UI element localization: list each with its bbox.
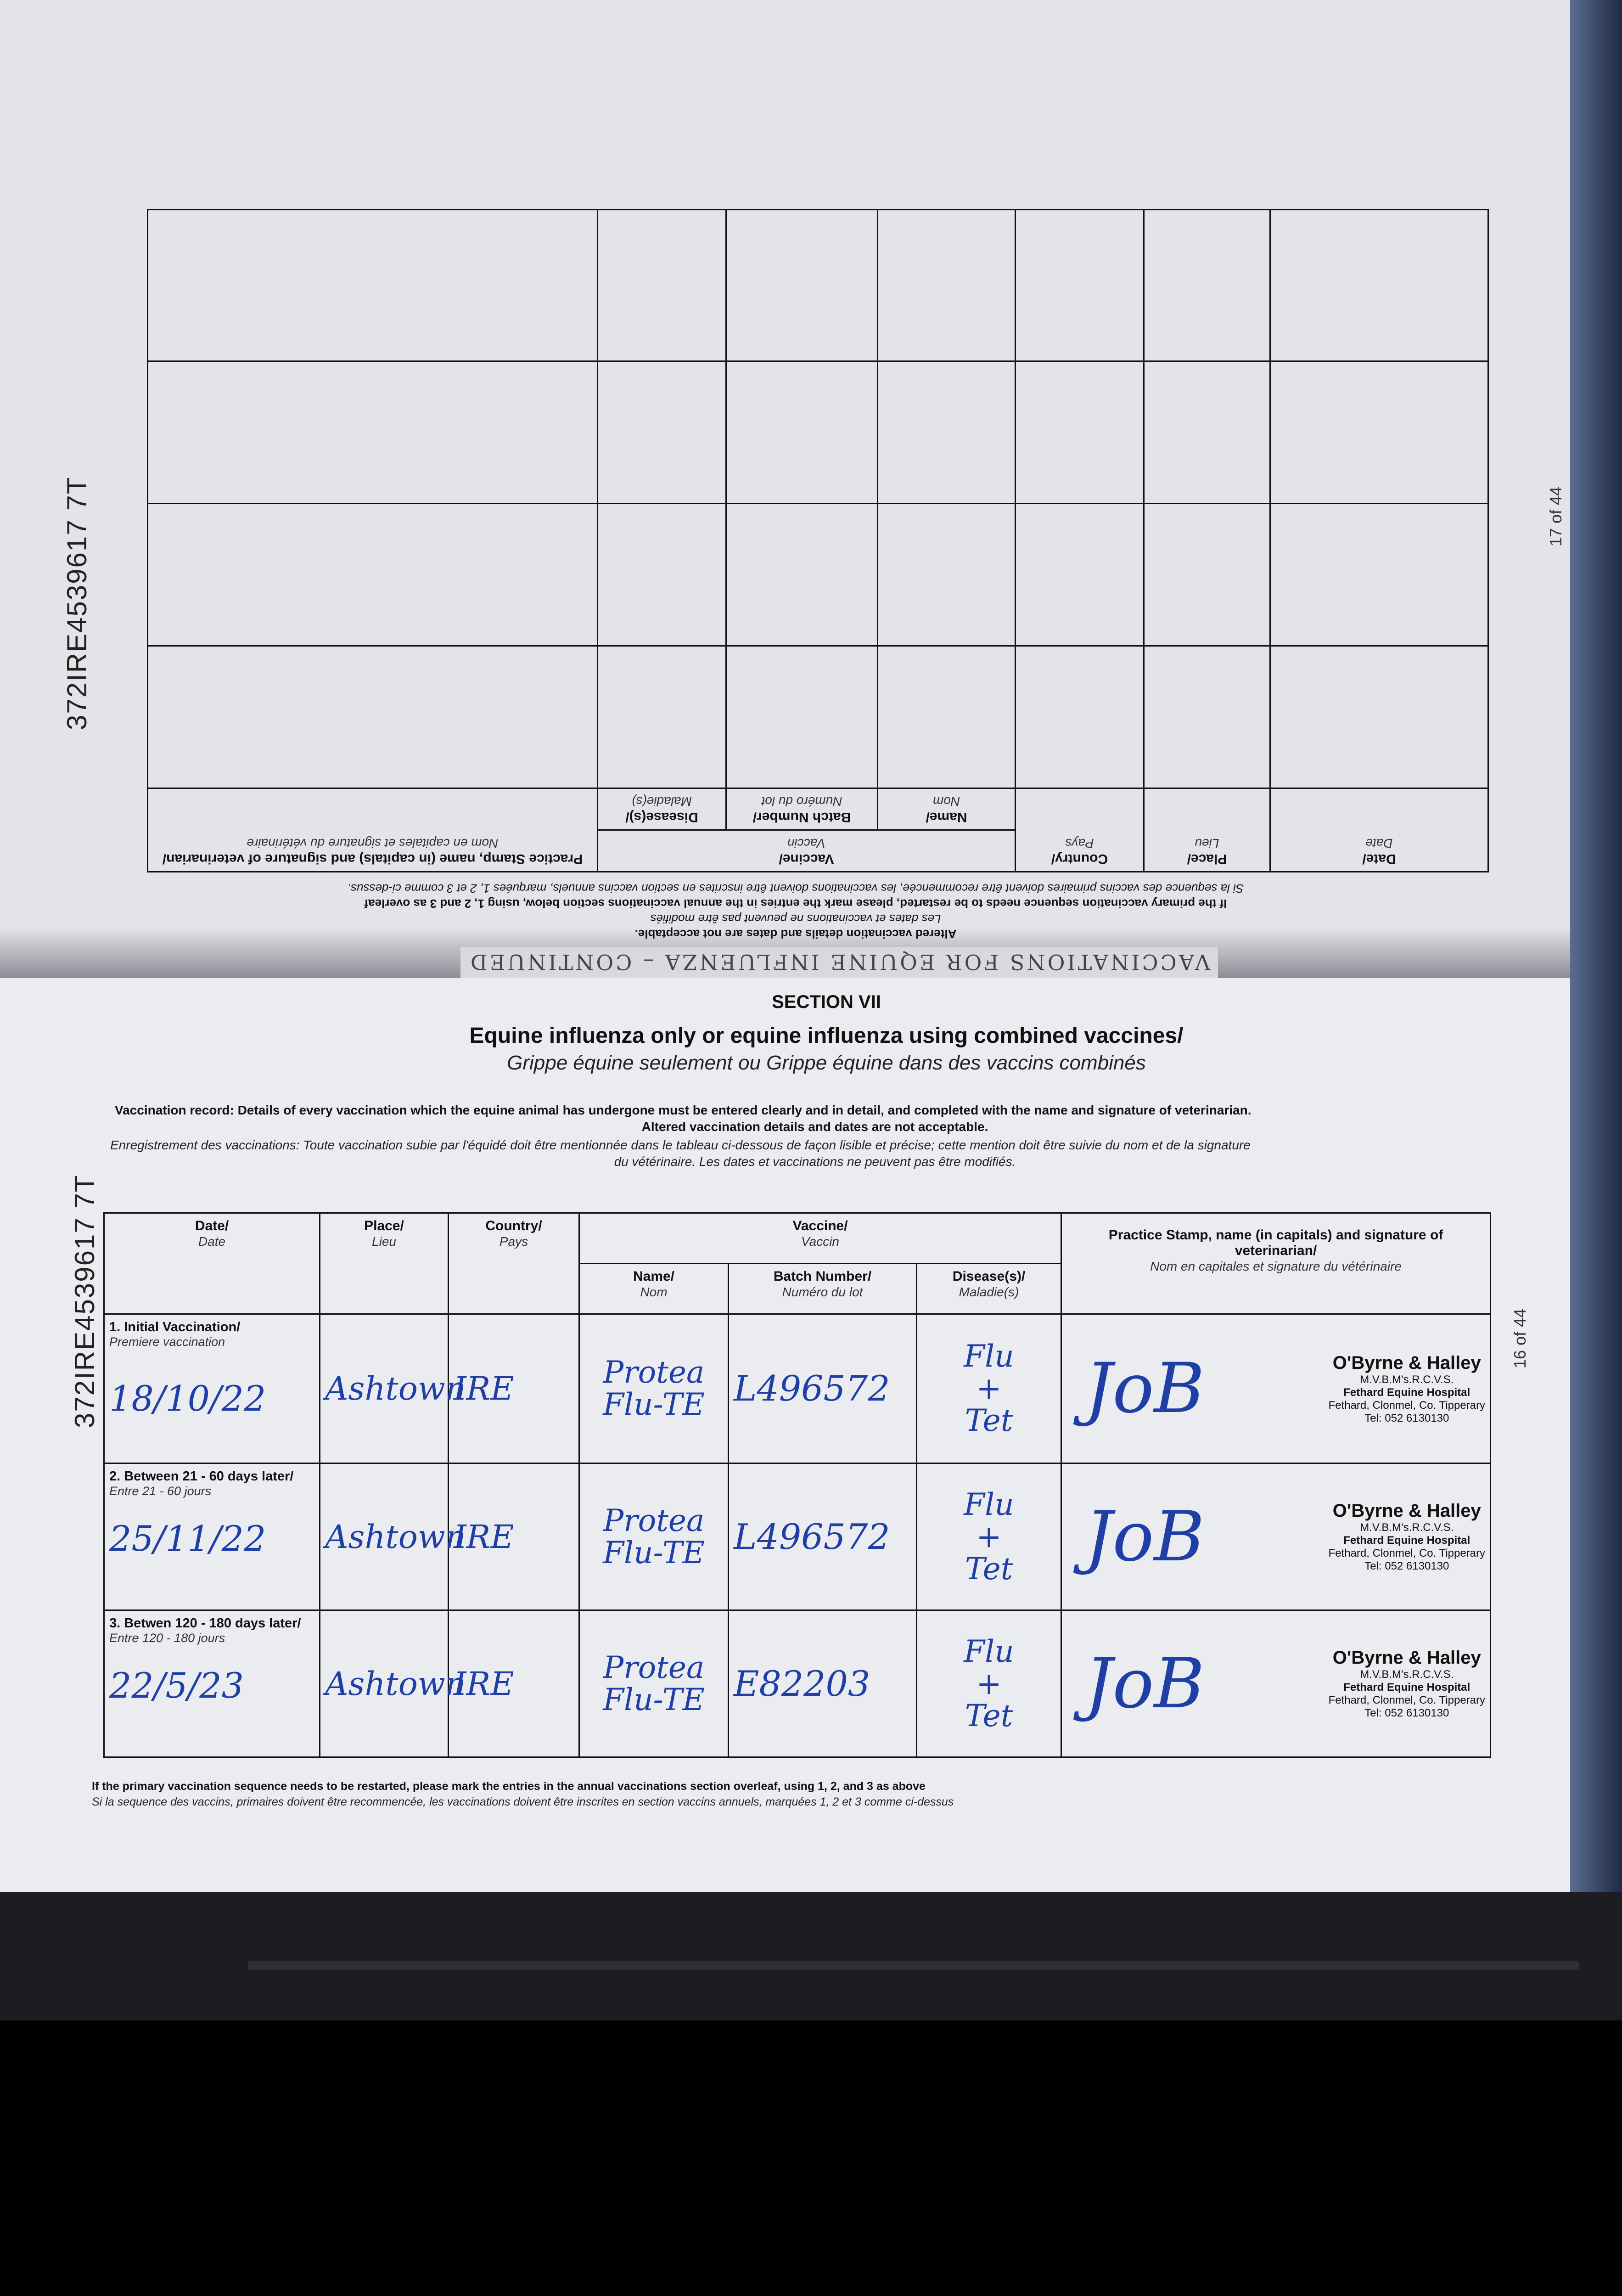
empty-cell: [147, 646, 597, 788]
practice-stamp: O'Byrne & Halley M.V.B.M's.R.C.V.S. Fethard Equine Hospital Fethard, Clonmel, Co. Tipperary Tel: 052 6130130: [1328, 1648, 1486, 1719]
upper-header-disease: Disease(s)/ Maladie(s): [597, 788, 726, 830]
batch-number-cell: E82203: [729, 1610, 917, 1757]
empty-cell: [726, 210, 878, 361]
disease-cell: Flu + Tet: [917, 1314, 1061, 1463]
place-cell: Ashtown: [320, 1610, 449, 1757]
empty-cell: [1270, 504, 1488, 646]
scanner-background: [0, 2020, 1622, 2296]
upper-header-country: Country/ Pays: [1016, 788, 1144, 872]
header-place: Place/ Lieu: [320, 1213, 449, 1314]
disease-cell: Flu + Tet: [917, 1610, 1061, 1757]
restart-note-fr: Si la sequence des vaccins, primaires doivent être recommencée, les vaccinations doivent être inscrites en section vaccins annuels, marquées 1, 2 et 3 comme ci-dessus: [92, 1795, 954, 1808]
empty-cell: [147, 504, 597, 646]
empty-cell: [147, 361, 597, 504]
section-band-upper: VACCINATIONS FOR EQUINE INFLUENZA – CONTINUED: [460, 947, 1218, 979]
date-cell: 1. Initial Vaccination/ Premiere vaccination 18/10/22: [104, 1314, 320, 1463]
section-number: SECTION VII: [772, 992, 881, 1012]
empty-cell: [1270, 646, 1488, 788]
header-country: Country/ Pays: [449, 1213, 579, 1314]
batch-number-cell: L496572: [729, 1314, 917, 1463]
empty-cell: [726, 361, 878, 504]
empty-cell: [1270, 361, 1488, 504]
upper-header-stamp: Practice Stamp, name (in capitals) and signature of veterinarian/ Nom en capitales et signature du vétérinaire: [147, 788, 597, 872]
header-practice-stamp: Practice Stamp, name (in capitals) and signature of veterinarian/ Nom en capitales et signature du vétérinaire: [1061, 1213, 1491, 1314]
place-cell: Ashtown: [320, 1314, 449, 1463]
header-name: Name/ Nom: [579, 1264, 729, 1314]
handwritten-date: 18/10/22: [109, 1378, 266, 1419]
empty-cell: [147, 210, 597, 361]
table-row: [104, 1463, 1491, 1610]
vaccine-name-cell: Protea Flu-TE: [579, 1314, 729, 1463]
upper-page-rotated-content: [0, 0, 1622, 978]
upper-header-vaccine: Vaccine/ Vaccin: [597, 830, 1015, 872]
header-batch: Batch Number/ Numéro du lot: [729, 1264, 917, 1314]
table-row: [104, 1314, 1491, 1463]
handwritten-date: 22/5/23: [109, 1665, 244, 1706]
horse-id-upper: 372IRE4539617 7T: [62, 476, 92, 730]
empty-cell: [1144, 646, 1270, 788]
country-cell: IRE: [449, 1610, 579, 1757]
place-cell: Ashtown: [320, 1463, 449, 1610]
empty-cell: [1016, 646, 1144, 788]
vaccine-name-cell: Protea Flu-TE: [579, 1610, 729, 1757]
empty-cell: [1144, 210, 1270, 361]
stamp-signature-cell: [1061, 1463, 1491, 1610]
empty-cell: [597, 210, 726, 361]
empty-cell: [726, 646, 878, 788]
practice-stamp: O'Byrne & Halley M.V.B.M's.R.C.V.S. Fethard Equine Hospital Fethard, Clonmel, Co. Tipperary Tel: 052 6130130: [1328, 1352, 1486, 1424]
veterinarian-signature: JoB: [1085, 1643, 1205, 1724]
batch-number-cell: L496572: [729, 1463, 917, 1610]
passport-cover: [0, 1892, 1622, 2020]
empty-cell: [1144, 361, 1270, 504]
stamp-signature-cell: [1061, 1314, 1491, 1463]
empty-cell: [878, 504, 1016, 646]
stamp-signature-cell: [1061, 1610, 1491, 1757]
vaccine-name-cell: Protea Flu-TE: [579, 1463, 729, 1610]
header-date: Date/ Date: [104, 1213, 320, 1314]
upper-page: [0, 0, 1622, 978]
empty-cell: [726, 504, 878, 646]
veterinarian-signature: JoB: [1085, 1349, 1205, 1429]
header-disease: Disease(s)/ Maladie(s): [917, 1264, 1061, 1314]
country-cell: IRE: [449, 1314, 579, 1463]
upper-header-date: Date/ Date: [1270, 788, 1488, 872]
empty-cell: [1016, 504, 1144, 646]
upper-header-place: Place/ Lieu: [1144, 788, 1270, 872]
upper-header-name: Name/ Nom: [878, 788, 1016, 830]
page-number-upper: 17 of 44: [1546, 486, 1565, 546]
section-title-fr: Grippe équine seulement ou Grippe équine dans des vaccins combinés: [507, 1052, 1146, 1074]
book-page-edge: [1570, 0, 1622, 1892]
restart-note: If the primary vaccination sequence needs to be restarted, please mark the entries in the annual vaccinations section overleaf, using 1, 2, and 3 as above: [92, 1780, 926, 1793]
header-vaccine: Vaccine/ Vaccin: [579, 1213, 1061, 1264]
record-instructions-fr: Enregistrement des vaccinations: Toute vaccination subie par l'équidé doit être mentionnée dans le tableau ci-dessous de façon lisible et précise; cette mention doit être suivie du nom et de la signature du vétérinaire. Les dates et vaccinations ne peuvent pas être modifiés.: [110, 1138, 1251, 1169]
handwritten-date: 25/11/22: [109, 1518, 266, 1559]
annual-vaccination-table: [147, 209, 1489, 872]
page-number-lower: 16 of 44: [1510, 1308, 1529, 1368]
empty-cell: [878, 210, 1016, 361]
primary-vaccination-table: [103, 1212, 1491, 1758]
empty-cell: [878, 646, 1016, 788]
country-cell: IRE: [449, 1463, 579, 1610]
empty-cell: [597, 504, 726, 646]
veterinarian-signature: JoB: [1085, 1497, 1205, 1577]
upper-header-batch: Batch Number/ Numéro du lot: [726, 788, 878, 830]
date-cell: 2. Between 21 - 60 days later/ Entre 21 - 60 jours 25/11/22: [104, 1463, 320, 1610]
date-cell: 3. Betwen 120 - 180 days later/ Entre 120 - 180 jours 22/5/23: [104, 1610, 320, 1757]
empty-cell: [597, 646, 726, 788]
practice-stamp: O'Byrne & Halley M.V.B.M's.R.C.V.S. Fethard Equine Hospital Fethard, Clonmel, Co. Tipperary Tel: 052 6130130: [1328, 1501, 1486, 1572]
empty-cell: [1270, 210, 1488, 361]
horse-id-lower: 372IRE4539617 7T: [69, 1174, 100, 1428]
empty-cell: [1144, 504, 1270, 646]
record-instructions: Vaccination record: Details of every vaccination which the equine animal has undergone must be entered clearly and in detail, and completed with the name and signature of veterinarian. Altered vaccination details and dates are not acceptable.: [115, 1103, 1252, 1134]
upper-page-notes: Altered vaccination details and dates are not acceptable. Les dates et vaccinations ne peuvent pas être modifiés If the primary vaccination sequence needs to be restarted, please mark the entries in the annual vaccinations section below, using 1, 2 and 3 as overleaf Si la sequence des vaccins primaires doivent être recommencée, les vaccinations doivent être inscrites en section vaccins annuels, marquées 1, 2 et 3 comme ci-dessus.: [347, 882, 1244, 941]
empty-cell: [878, 361, 1016, 504]
empty-cell: [597, 361, 726, 504]
empty-cell: [1016, 210, 1144, 361]
section-title: Equine influenza only or equine influenza using combined vaccines/: [469, 1024, 1184, 1048]
disease-cell: Flu + Tet: [917, 1463, 1061, 1610]
empty-cell: [1016, 361, 1144, 504]
table-row: [104, 1610, 1491, 1757]
